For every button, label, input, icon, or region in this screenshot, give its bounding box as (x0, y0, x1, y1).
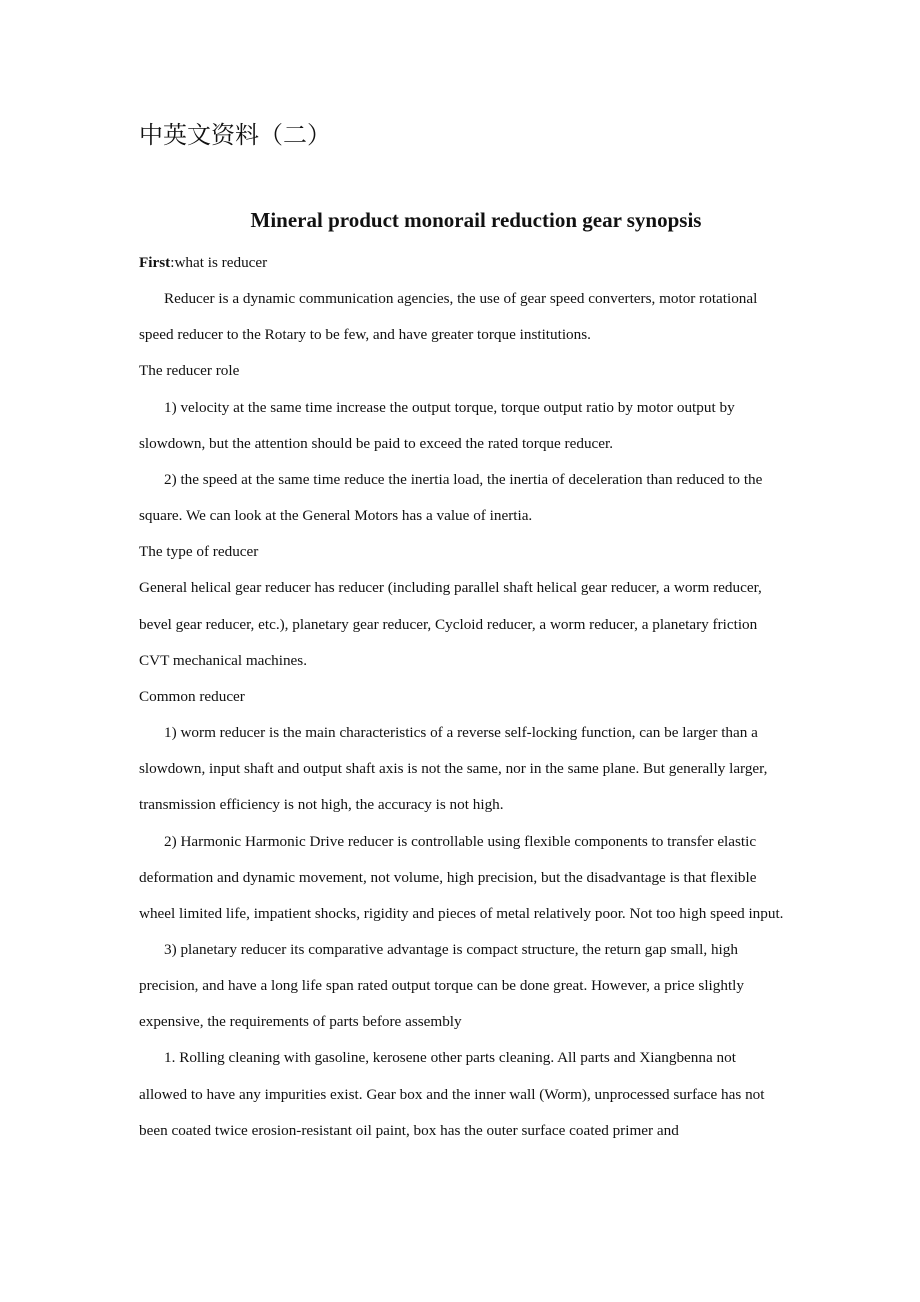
document-body (139, 245, 784, 1149)
intro-line (139, 245, 784, 281)
paragraph-role-1: 1) velocity at the same time increase the output torque, torque output ratio by motor output by slowdown, but the attention should be paid to exceed the rated torque reducer. (139, 398, 735, 452)
paragraph-common-1: 1) worm reducer is the main characteristics of a reverse self-locking function, can be larger than a slowdown, input shaft and output shaft axis is not the same, nor in the same plane. But generally larger, transmission efficiency is not high, the accuracy is not high. (139, 724, 768, 814)
paragraph-assembly-1: 1. Rolling cleaning with gasoline, kerosene other parts cleaning. All parts and Xiangbenna not allowed to have any impurities exist. Gear box and the inner wall (Worm), unprocessed surface has not been coated twice erosion-resistant oil paint, box has the outer surface coated primer and (139, 1049, 765, 1139)
heading-common-reducer: Common reducer (139, 687, 245, 705)
paragraph-types: General helical gear reducer has reducer (including parallel shaft helical gear reducer, a worm reducer, bevel gear reducer, etc.), planetary gear reducer, Cycloid reducer, a worm reducer, a planetary friction CVT mechanical machines. (139, 579, 762, 669)
document-header: 中英文资料（二） (139, 123, 331, 149)
paragraph-role-2: 2) the speed at the same time reduce the inertia load, the inertia of deceleration than reduced to the square. We can look at the General Motors has a value of inertia. (139, 470, 763, 525)
paragraph-common-2: 2) Harmonic Harmonic Drive reducer is controllable using flexible components to transfer elastic deformation and dynamic movement, not volume, high precision, but the disadvantage is that flexible wheel limited life, impatient shocks, rigidity and pieces of metal relatively poor. Not too high speed input. (139, 832, 784, 922)
heading-reducer-role: The reducer role (139, 362, 240, 380)
heading-reducer-type: The type of reducer (139, 543, 259, 561)
document-title: Mineral product monorail reduction gear synopsis (250, 208, 702, 232)
intro-bold-label: First (139, 254, 171, 271)
intro-rest: :what is reducer (170, 254, 268, 271)
paragraph-definition: Reducer is a dynamic communication agencies, the use of gear speed converters, motor rotational speed reducer to the Rotary to be few, and have greater torque institutions. (139, 290, 758, 344)
paragraph-common-3: 3) planetary reducer its comparative advantage is compact structure, the return gap small, high precision, and have a long life span rated output torque can be done great. However, a price slightly expensive, the requirements of parts before assembly (139, 940, 744, 1031)
